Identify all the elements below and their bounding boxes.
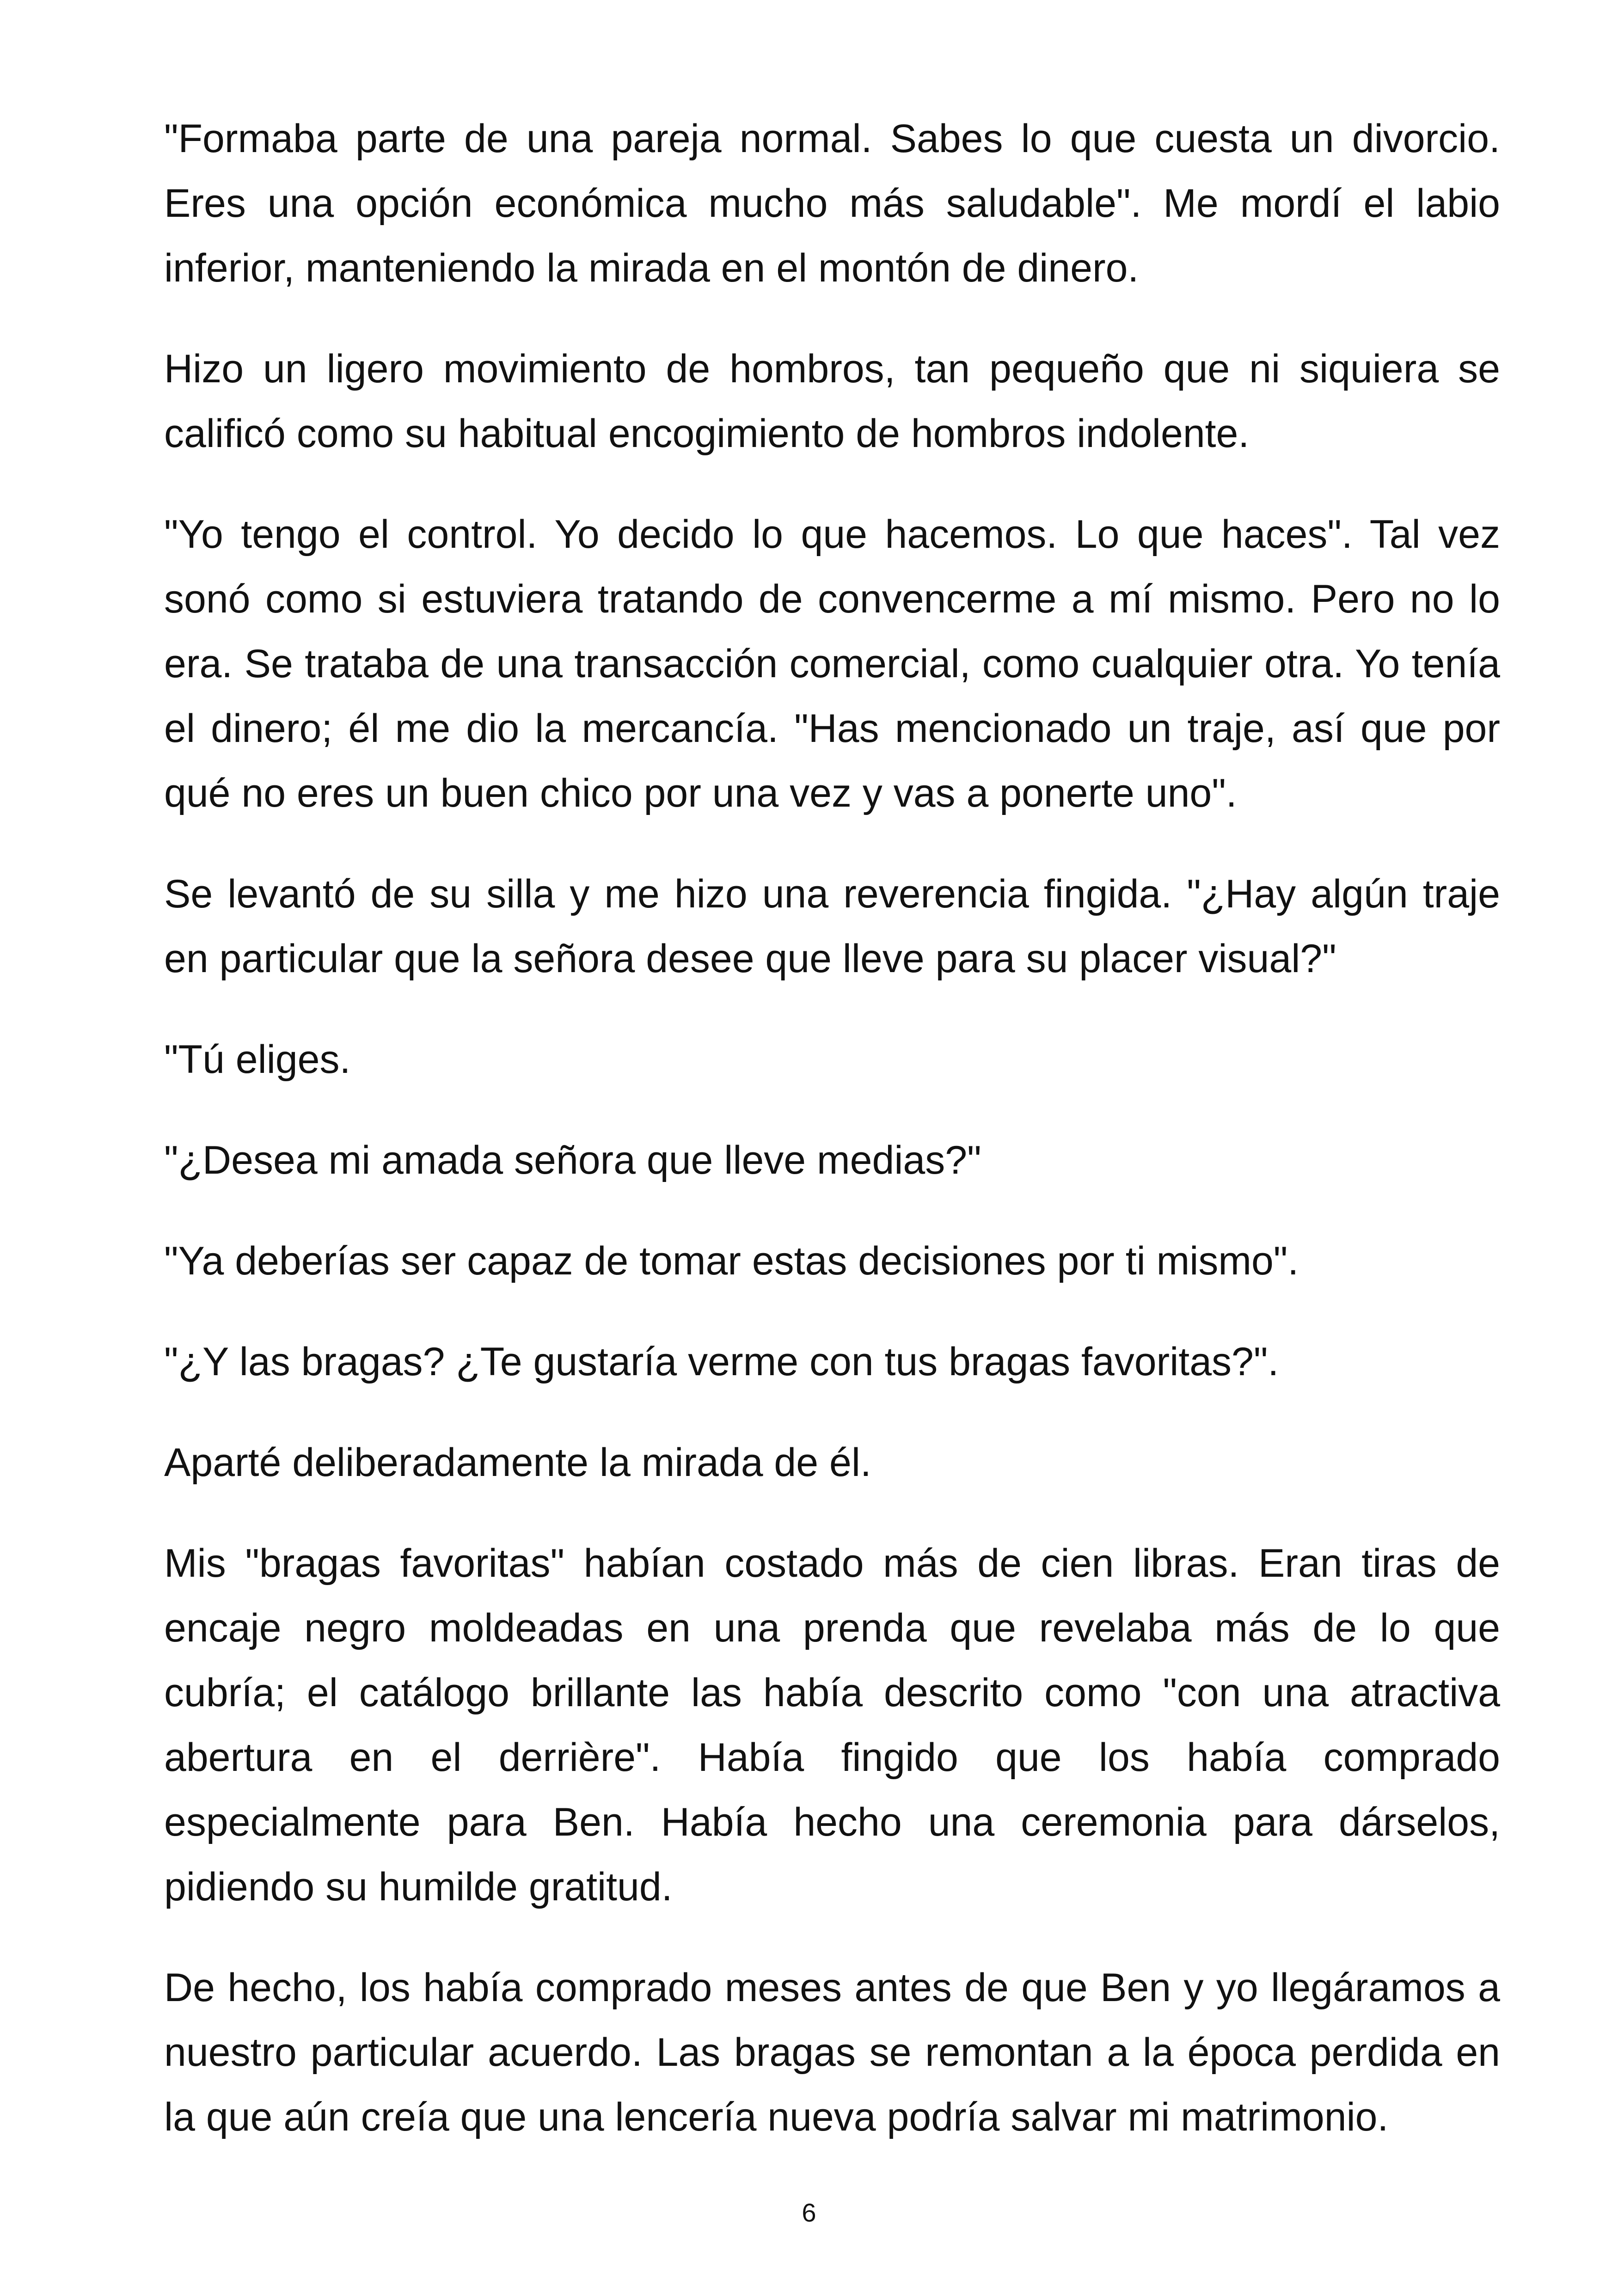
paragraph: "¿Y las bragas? ¿Te gustaría verme con tus bragas favoritas?". (164, 1340, 1279, 1384)
paragraph: Mis "bragas favoritas" habían costado más de cien libras. Eran tiras de encaje negro moldeadas en una prenda que revelaba más de lo que cubría; el catálogo brillante las había descrito como "con una atractiva abertura en el derrière". Había fingido que los había comprado especialmente para Ben. Había hecho una ceremonia para dárselos, pidiendo su humilde gratitud. (164, 1541, 1500, 1909)
paragraph: "Ya deberías ser capaz de tomar estas decisiones por ti mismo". (164, 1239, 1299, 1283)
paragraph: "Tú eliges. (164, 1037, 351, 1082)
paragraph: Se levantó de su silla y me hizo una reverencia fingida. "¿Hay algún traje en particular que la señora desee que lleve para su placer visual?" (164, 872, 1500, 981)
page-body (164, 106, 1500, 2149)
page-number: 6 (802, 2198, 816, 2227)
paragraph: "¿Desea mi amada señora que lleve medias?" (164, 1138, 981, 1182)
paragraph: Hizo un ligero movimiento de hombros, tan pequeño que ni siquiera se calificó como su habitual encogimiento de hombros indolente. (164, 347, 1500, 456)
paragraph: "Formaba parte de una pareja normal. Sabes lo que cuesta un divorcio. Eres una opción económica mucho más saludable". Me mordí el labio inferior, manteniendo la mirada en el montón de dinero. (164, 116, 1500, 290)
paragraph: Aparté deliberadamente la mirada de él. (164, 1440, 871, 1485)
paragraph: De hecho, los había comprado meses antes de que Ben y yo llegáramos a nuestro particular acuerdo. Las bragas se remontan a la época perdida en la que aún creía que una lencería nueva podría salvar mi matrimonio. (164, 1965, 1500, 2139)
paragraph: "Yo tengo el control. Yo decido lo que hacemos. Lo que haces". Tal vez sonó como si estuviera tratando de convencerme a mí mismo. Pero no lo era. Se trataba de una transacción comercial, como cualquier otra. Yo tenía el dinero; él me dio la mercancía. "Has mencionado un traje, así que por qué no eres un buen chico por una vez y vas a ponerte uno". (164, 512, 1500, 815)
